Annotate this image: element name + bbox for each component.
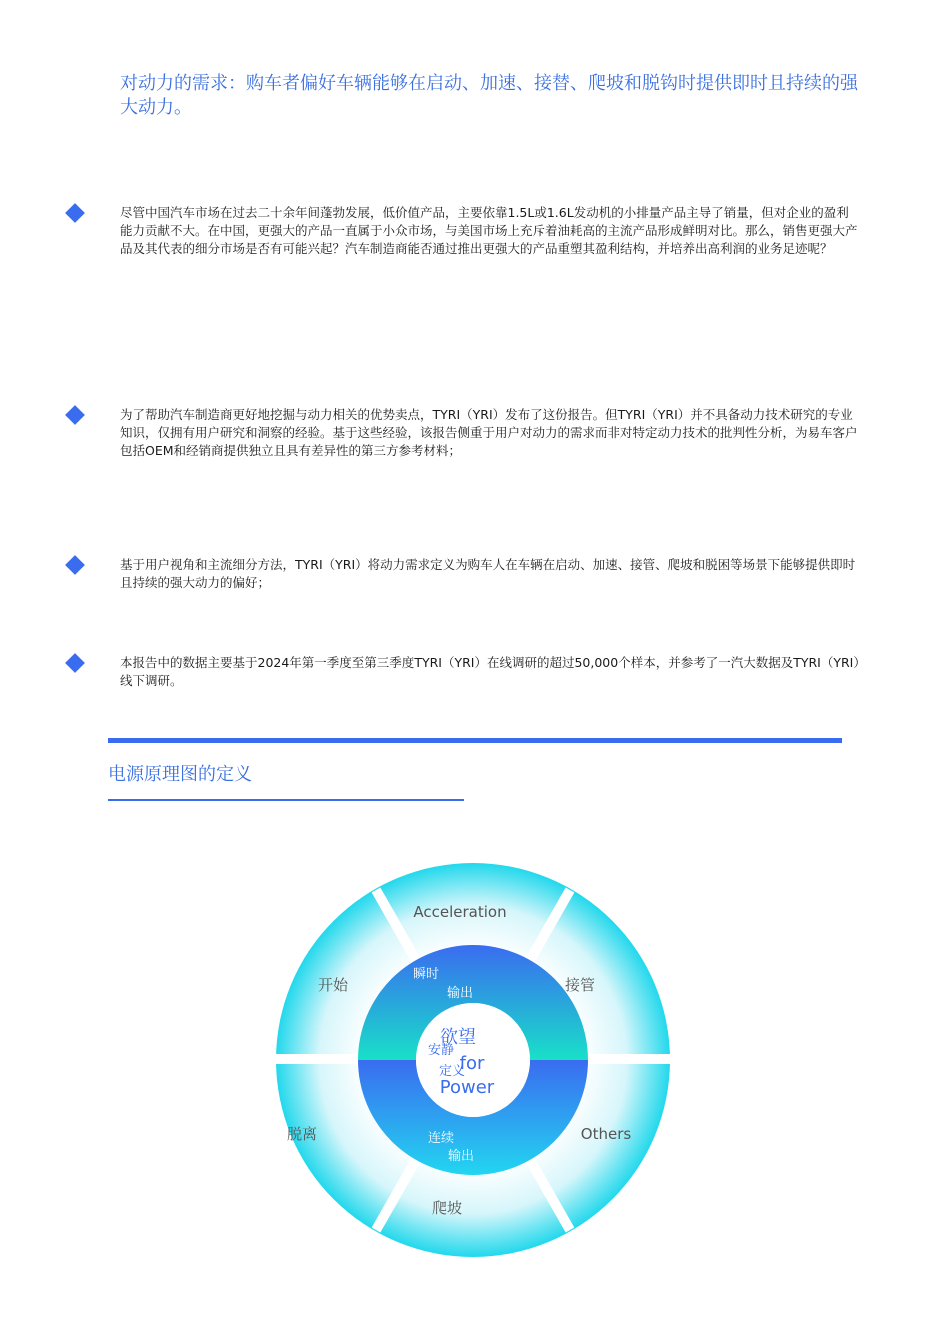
label-output-top: 输出: [446, 986, 474, 1001]
center-for: for: [459, 1053, 485, 1074]
label-climb: 爬坡: [431, 1199, 463, 1217]
label-continuous: 连续: [427, 1131, 455, 1146]
label-instant: 瞬时: [412, 967, 440, 982]
center-desire: 欲望: [440, 1027, 476, 1048]
paragraph-4: 本报告中的数据主要基于2024年第一季度至第三季度TYRI（YRI）在线调研的超过50,000个样本，并参考了一汽大数据及TYRI（YRI）线下调研。: [120, 655, 860, 688]
center-power: Power: [439, 1077, 495, 1098]
headline: 对动力的需求：购车者偏好车辆能够在启动、加速、接替、爬坡和脱钩时提供即时且持续的强大动力。: [120, 73, 858, 118]
label-start: 开始: [317, 976, 349, 994]
paragraph-2: 为了帮助汽车制造商更好地挖掘与动力相关的优势卖点，TYRI（YRI）发布了这份报告。但TYRI（YRI）并不具备动力技术研究的专业知识，仅拥有用户研究和洞察的经验。基于这些经验，该报告侧重于用户对动力的需求而非对特定动力技术的批判性分析，为易车客户包括OEM和经销商提供独立且具有差异性的第三方参考材料；: [120, 407, 858, 458]
paragraph-3: 基于用户视角和主流细分方法，TYRI（YRI）将动力需求定义为购车人在车辆在启动、加速、接管、爬坡和脱困等场景下能够提供即时且持续的强大动力的偏好；: [120, 557, 856, 590]
center-overlay-quiet: 安静: [427, 1043, 455, 1058]
section-title: 电源原理图的定义: [108, 764, 252, 785]
label-acceleration: Acceleration: [413, 903, 507, 921]
label-escape: 脱离: [286, 1125, 318, 1143]
center-overlay-define: 定义: [438, 1064, 466, 1079]
paragraph-1: 尽管中国汽车市场在过去二十余年间蓬勃发展，低价值产品，主要依靠1.5L或1.6L发动机的小排量产品主导了销量，但对企业的盈利能力贡献不大。在中国，更强大的产品一直属于小众市场，与美国市场上充斥着油耗高的主流产品形成鲜明对比。那么，销售更强大产品及其代表的细分市场是否有可能兴起？汽车制造商能否通过推出更强大的产品重塑其盈利结构，并培养出高利润的业务足迹呢？: [120, 205, 858, 256]
label-takeover: 接管: [564, 976, 596, 994]
label-output-bottom: 输出: [447, 1149, 475, 1164]
label-others: Others: [580, 1125, 632, 1143]
